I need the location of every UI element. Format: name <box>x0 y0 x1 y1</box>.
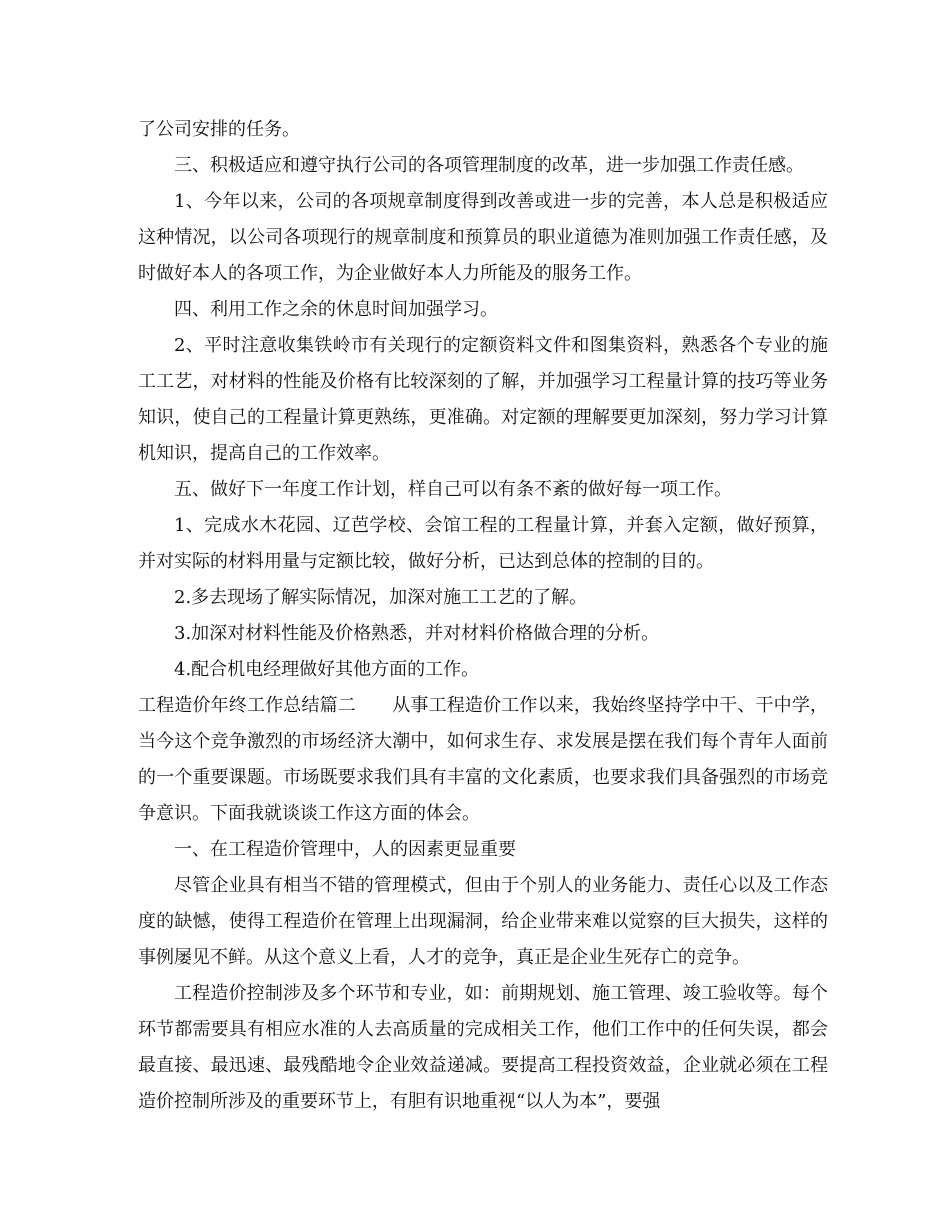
paragraph-1: 了公司安排的任务。 <box>138 119 300 140</box>
paragraph-10: 4.配合机电经理做好其他方面的工作。 <box>174 659 480 680</box>
paragraph-5: 2、平时注意收集铁岭市有关现行的定额资料文件和图集资料，熟悉各个专业的施工工艺，对材料的性能及价格有比较深刻的了解，并加强学习工程量计算的技巧等业务知识，使自己的工程量计算更熟练，更准确。对定额的理解要更加深刻，努力学习计算机知识，提高自己的工作效率。 <box>138 335 828 464</box>
document-page <box>138 112 828 1120</box>
paragraph-4: 四、利用工作之余的休息时间加强学习。 <box>174 299 498 320</box>
paragraph-11: 工程造价年终工作总结篇二 从事工程造价工作以来，我始终坚持学中干、干中学，当今这个竞争激烈的市场经济大潮中，如何求生存、求发展是摆在我们每个青年人面前的一个重要课题。市场既要求我们具有丰富的文化素质，也要求我们具备强烈的市场竞争意识。下面我就谈谈工作这方面的体会。 <box>138 695 828 824</box>
paragraph-3: 1、今年以来，公司的各项规章制度得到改善或进一步的完善，本人总是积极适应这种情况，以公司各项现行的规章制度和预算员的职业道德为准则加强工作责任感，及时做好本人的各项工作，为企业做好本人力所能及的服务工作。 <box>138 191 828 284</box>
paragraph-7: 1、完成水木花园、辽芭学校、会馆工程的工程量计算，并套入定额，做好预算，并对实际的材料用量与定额比较，做好分析，已达到总体的控制的目的。 <box>138 515 828 572</box>
paragraph-12: 一、在工程造价管理中，人的因素更显重要 <box>174 839 516 860</box>
paragraph-13: 尽管企业具有相当不错的管理模式，但由于个别人的业务能力、责任心以及工作态度的缺憾，使得工程造价在管理上出现漏洞，给企业带来难以觉察的巨大损失，这样的事例屡见不鲜。从这个意义上看，人才的竞争，真正是企业生死存亡的竞争。 <box>138 875 828 968</box>
paragraph-6: 五、做好下一年度工作计划，样自己可以有条不紊的做好每一项工作。 <box>174 479 732 500</box>
paragraph-14: 工程造价控制涉及多个环节和专业，如：前期规划、施工管理、竣工验收等。每个环节都需要具有相应水准的人去高质量的完成相关工作，他们工作中的任何失误，都会最直接、最迅速、最残酷地令企业效益递减。要提高工程投资效益，企业就必须在工程造价控制所涉及的重要环节上，有胆有识地重视“以人为本”，要强 <box>138 983 828 1112</box>
paragraph-2: 三、积极适应和遵守执行公司的各项管理制度的改革，进一步加强工作责任感。 <box>174 155 804 176</box>
paragraph-9: 3.加深对材料性能及价格熟悉，并对材料价格做合理的分析。 <box>174 623 660 644</box>
paragraph-8: 2.多去现场了解实际情况，加深对施工工艺的了解。 <box>174 587 588 608</box>
